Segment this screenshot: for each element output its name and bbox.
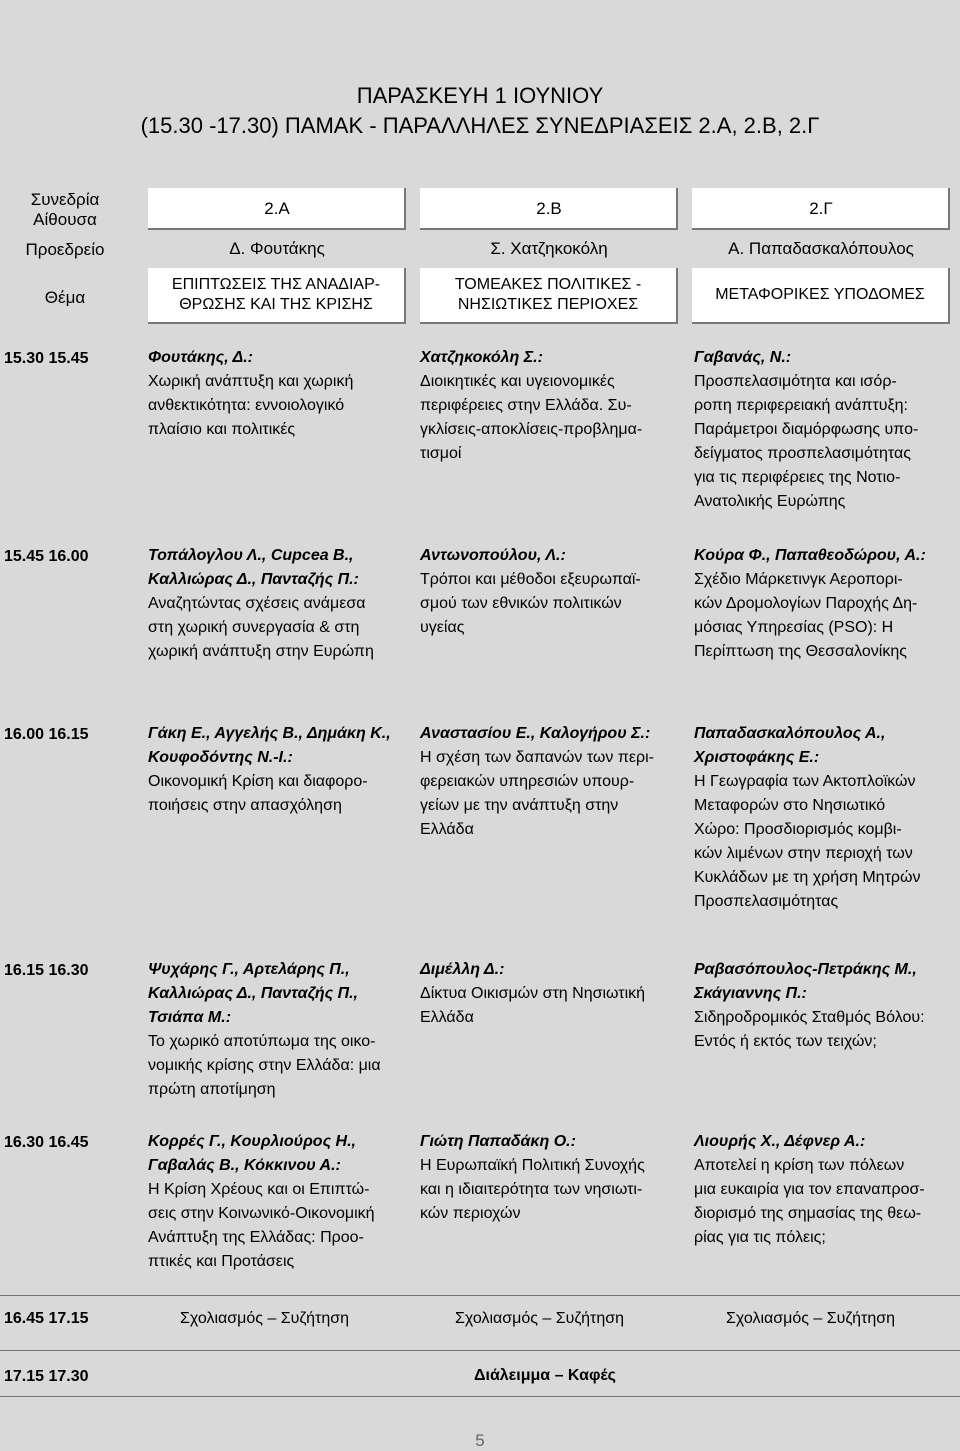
divider-break-bottom bbox=[0, 1396, 960, 1397]
paper-title-line: τισμοί bbox=[420, 445, 462, 462]
paper-entry bbox=[694, 346, 956, 514]
paper-title-line: διορισμό της σημασίας της θεω- bbox=[694, 1205, 922, 1222]
paper-authors: Διμέλλη Δ.: bbox=[420, 961, 505, 978]
paper-title-line: δείγματος προσπελασιμότητας bbox=[694, 445, 911, 462]
paper-authors: Λιουρής Χ., Δέφνερ Α.: bbox=[694, 1133, 866, 1150]
paper-title-line: υγείας bbox=[420, 619, 465, 636]
paper-title-line: ροπη περιφερειακή ανάπτυξη: bbox=[694, 397, 908, 414]
topic-a-line2: ΘΡΩΣΗΣ ΚΑΙ ΤΗΣ ΚΡΙΣΗΣ bbox=[179, 296, 373, 313]
paper-title-line: μόσιας Υπηρεσίας (PSO): Η bbox=[694, 619, 894, 636]
label-room: Αίθουσα bbox=[33, 210, 97, 229]
paper-entry bbox=[420, 1130, 682, 1226]
paper-title-line: Η Κρίση Χρέους και οι Επιπτώ- bbox=[148, 1181, 370, 1198]
slot-time: 16.00 16.15 bbox=[4, 726, 89, 743]
discussion-time: 16.45 17.15 bbox=[4, 1310, 89, 1327]
paper-title-line: Προσπελασιμότητα και ισόρ- bbox=[694, 373, 897, 390]
paper-title-line: Περίπτωση της Θεσσαλονίκης bbox=[694, 643, 907, 660]
break-time: 17.15 17.30 bbox=[4, 1368, 89, 1385]
paper-entry bbox=[420, 958, 682, 1030]
paper-title-line: Η Ευρωπαϊκή Πολιτική Συνοχής bbox=[420, 1157, 645, 1174]
paper-title-line: νομικής κρίσης στην Ελλάδα: μια bbox=[148, 1057, 381, 1074]
paper-authors: Χατζηκοκόλη Σ.: bbox=[420, 349, 543, 366]
break-label: Διάλειμμα – Καφές bbox=[474, 1367, 616, 1384]
paper-title-line: γείων με την ανάπτυξη στην bbox=[420, 797, 619, 814]
paper-title-line: ανθεκτικότητα: εννοιολογικό bbox=[148, 397, 345, 414]
slot-time: 16.15 16.30 bbox=[4, 962, 89, 979]
paper-title-line: Το χωρικό αποτύπωμα της οικο- bbox=[148, 1033, 376, 1050]
paper-title-line: Τρόποι και μέθοδοι εξευρωπαϊ- bbox=[420, 571, 641, 588]
paper-authors: Χριστοφάκης Ε.: bbox=[694, 749, 820, 766]
paper-title-line: πρώτη αποτίμηση bbox=[148, 1081, 276, 1098]
paper-title-line: Ελλάδα bbox=[420, 1009, 474, 1026]
paper-entry bbox=[420, 544, 682, 640]
paper-title-line: κών Δρομολογίων Παροχής Δη- bbox=[694, 595, 918, 612]
paper-title-line: μια ευκαιρία για τον επαναπροσ- bbox=[694, 1181, 925, 1198]
topic-b-line2: ΝΗΣΙΩΤΙΚΕΣ ΠΕΡΙΟΧΕΣ bbox=[457, 296, 639, 313]
paper-title-line: κών περιοχών bbox=[420, 1205, 521, 1222]
paper-title-line: Σιδηροδρομικός Σταθμός Βόλου: bbox=[694, 1009, 925, 1026]
paper-title-line: και η ιδιαιτερότητα των νησιωτι- bbox=[420, 1181, 643, 1198]
paper-title-line: Ανατολικής Ευρώπης bbox=[694, 493, 846, 510]
paper-authors: Σκάγιαννης Π.: bbox=[694, 985, 807, 1002]
divider-break-top bbox=[0, 1350, 960, 1351]
paper-authors: Κούρα Φ., Παπαθεοδώρου, Α.: bbox=[694, 547, 926, 564]
paper-title-line: Κυκλάδων με τη χρήση Μητρών bbox=[694, 869, 921, 886]
topic-box-b bbox=[420, 268, 678, 324]
paper-entry bbox=[694, 1130, 956, 1250]
slot-time: 15.45 16.00 bbox=[4, 548, 89, 565]
paper-title-line: Ελλάδα bbox=[420, 821, 474, 838]
paper-authors: Γάκη Ε., Αγγελής Β., Δημάκη Κ., bbox=[148, 725, 391, 742]
paper-entry bbox=[694, 958, 956, 1054]
paper-title-line: πλαίσιο και πολιτικές bbox=[148, 421, 296, 438]
paper-title-line: Εντός ή εκτός των τειχών; bbox=[694, 1033, 877, 1050]
room-label-a: 2.Α bbox=[264, 199, 290, 218]
chair-c: Α. Παπαδασκαλόπουλος bbox=[728, 239, 914, 258]
page-heading-line2: (15.30 -17.30) ΠΑΜΑΚ - ΠΑΡΑΛΛΗΛΕΣ ΣΥΝΕΔΡΙΑΣΕΙΣ 2.Α, 2.Β, 2.Γ bbox=[140, 113, 820, 138]
topic-a-line1: ΕΠΙΠΤΩΣΕΙΣ ΤΗΣ ΑΝΑΔΙΑΡ- bbox=[171, 276, 381, 293]
paper-authors: Αναστασίου Ε., Καλογήρου Σ.: bbox=[420, 725, 651, 742]
label-session: Συνεδρία bbox=[30, 190, 100, 209]
paper-entry bbox=[148, 1130, 410, 1274]
paper-title-line: Η Γεωγραφία των Ακτοπλοϊκών bbox=[694, 773, 916, 790]
paper-title-line: στη χωρική συνεργασία & στη bbox=[148, 619, 360, 636]
paper-authors: Γιώτη Παπαδάκη Ο.: bbox=[420, 1133, 576, 1150]
paper-title-line: Αποτελεί η κρίση των πόλεων bbox=[694, 1157, 905, 1174]
chair-b: Σ. Χατζηκοκόλη bbox=[490, 239, 608, 258]
paper-authors: Φουτάκης, Δ.: bbox=[148, 349, 254, 366]
label-chair: Προεδρείο bbox=[25, 240, 105, 259]
topic-c-line1: ΜΕΤΑΦΟΡΙΚΕΣ ΥΠΟΔΟΜΕΣ bbox=[715, 286, 925, 303]
slot-time: 15.30 15.45 bbox=[4, 350, 89, 367]
paper-title-line: Δίκτυα Οικισμών στη Νησιωτική bbox=[420, 985, 646, 1002]
paper-title-line: Χωρική ανάπτυξη και χωρική bbox=[148, 373, 354, 390]
paper-authors: Ραβασόπουλος-Πετράκης Μ., bbox=[694, 961, 917, 978]
paper-title-line: Προσπελασιμότητας bbox=[694, 893, 839, 910]
room-label-c: 2.Γ bbox=[809, 199, 833, 218]
paper-title-line: Ανάπτυξη της Ελλάδας: Προο- bbox=[148, 1229, 364, 1246]
paper-title-line: σμού των εθνικών πολιτικών bbox=[420, 595, 622, 612]
label-topic: Θέμα bbox=[44, 288, 86, 307]
room-label-b: 2.Β bbox=[536, 199, 562, 218]
paper-entry bbox=[420, 722, 682, 842]
paper-entry bbox=[694, 544, 956, 664]
paper-title-line: ρίας για τις πόλεις; bbox=[694, 1229, 826, 1246]
page-heading-line1: ΠΑΡΑΣΚΕΥΗ 1 ΙΟΥΝΙΟΥ bbox=[356, 83, 604, 108]
paper-title-line: ποιήσεις στην απασχόληση bbox=[148, 797, 342, 814]
topic-box-c bbox=[692, 268, 950, 324]
paper-entry bbox=[148, 722, 410, 818]
paper-title-line: κών λιμένων στην περιοχή των bbox=[694, 845, 913, 862]
discussion-a: Σχολιασμός – Συζήτηση bbox=[180, 1310, 350, 1327]
paper-title-line: Διοικητικές και υγειονομικές bbox=[420, 373, 615, 390]
paper-title-line: Οικονομική Κρίση και διαφορο- bbox=[148, 773, 368, 790]
paper-title-line: Σχέδιο Μάρκετινγκ Αεροπορι- bbox=[694, 571, 903, 588]
paper-authors: Ψυχάρης Γ., Αρτελάρης Π., bbox=[148, 961, 350, 978]
paper-title-line: Μεταφορών στο Νησιωτικό bbox=[694, 797, 886, 814]
paper-title-line: για τις περιφέρειες της Νοτιο- bbox=[694, 469, 901, 486]
paper-authors: Γαβανάς, Ν.: bbox=[694, 349, 792, 366]
paper-title-line: γκλίσεις-αποκλίσεις-προβλημα- bbox=[420, 421, 643, 438]
paper-authors: Τοπάλογλου Λ., Cupcea B., bbox=[148, 547, 354, 564]
chair-a: Δ. Φουτάκης bbox=[229, 239, 325, 258]
paper-title-line: πτικές και Προτάσεις bbox=[148, 1253, 295, 1270]
discussion-c: Σχολιασμός – Συζήτηση bbox=[726, 1310, 896, 1327]
divider-discussion-top bbox=[0, 1295, 960, 1296]
topic-b-line1: ΤΟΜΕΑΚΕΣ ΠΟΛΙΤΙΚΕΣ - bbox=[454, 276, 642, 293]
paper-title-line: Παράμετροι διαμόρφωσης υπο- bbox=[694, 421, 919, 438]
paper-authors: Καλλιώρας Δ., Πανταζής Π.: bbox=[148, 571, 359, 588]
paper-entry bbox=[148, 958, 410, 1102]
paper-authors: Κορρές Γ., Κουρλιούρος Η., bbox=[148, 1133, 356, 1150]
paper-title-line: φερειακών υπηρεσιών υπουρ- bbox=[420, 773, 635, 790]
paper-authors: Παπαδασκαλόπουλος Α., bbox=[694, 725, 886, 742]
paper-title-line: Χώρο: Προσδιορισμός κομβι- bbox=[694, 821, 902, 838]
discussion-b: Σχολιασμός – Συζήτηση bbox=[455, 1310, 625, 1327]
slot-time: 16.30 16.45 bbox=[4, 1134, 89, 1151]
paper-title-line: σεις στην Κοινωνικό-Οικονομική bbox=[148, 1205, 375, 1222]
paper-authors: Τσιάπα Μ.: bbox=[148, 1009, 232, 1026]
paper-entry bbox=[694, 722, 956, 914]
paper-authors: Καλλιώρας Δ., Πανταζής Π., bbox=[148, 985, 358, 1002]
paper-entry bbox=[420, 346, 682, 466]
paper-title-line: χωρική ανάπτυξη στην Ευρώπη bbox=[148, 643, 374, 660]
paper-entry bbox=[148, 544, 410, 664]
paper-authors: Κουφοδόντης Ν.-Ι.: bbox=[148, 749, 293, 766]
page-number: 5 bbox=[475, 1431, 485, 1450]
topic-box-a bbox=[148, 268, 406, 324]
paper-authors: Αντωνοπούλου, Λ.: bbox=[420, 547, 566, 564]
paper-title-line: Αναζητώντας σχέσεις ανάμεσα bbox=[148, 595, 366, 612]
paper-entry bbox=[148, 346, 410, 442]
paper-title-line: Η σχέση των δαπανών των περι- bbox=[420, 749, 654, 766]
paper-authors: Γαβαλάς Β., Κόκκινου Α.: bbox=[148, 1157, 341, 1174]
paper-title-line: περιφέρειες στην Ελλάδα. Συ- bbox=[420, 397, 632, 414]
